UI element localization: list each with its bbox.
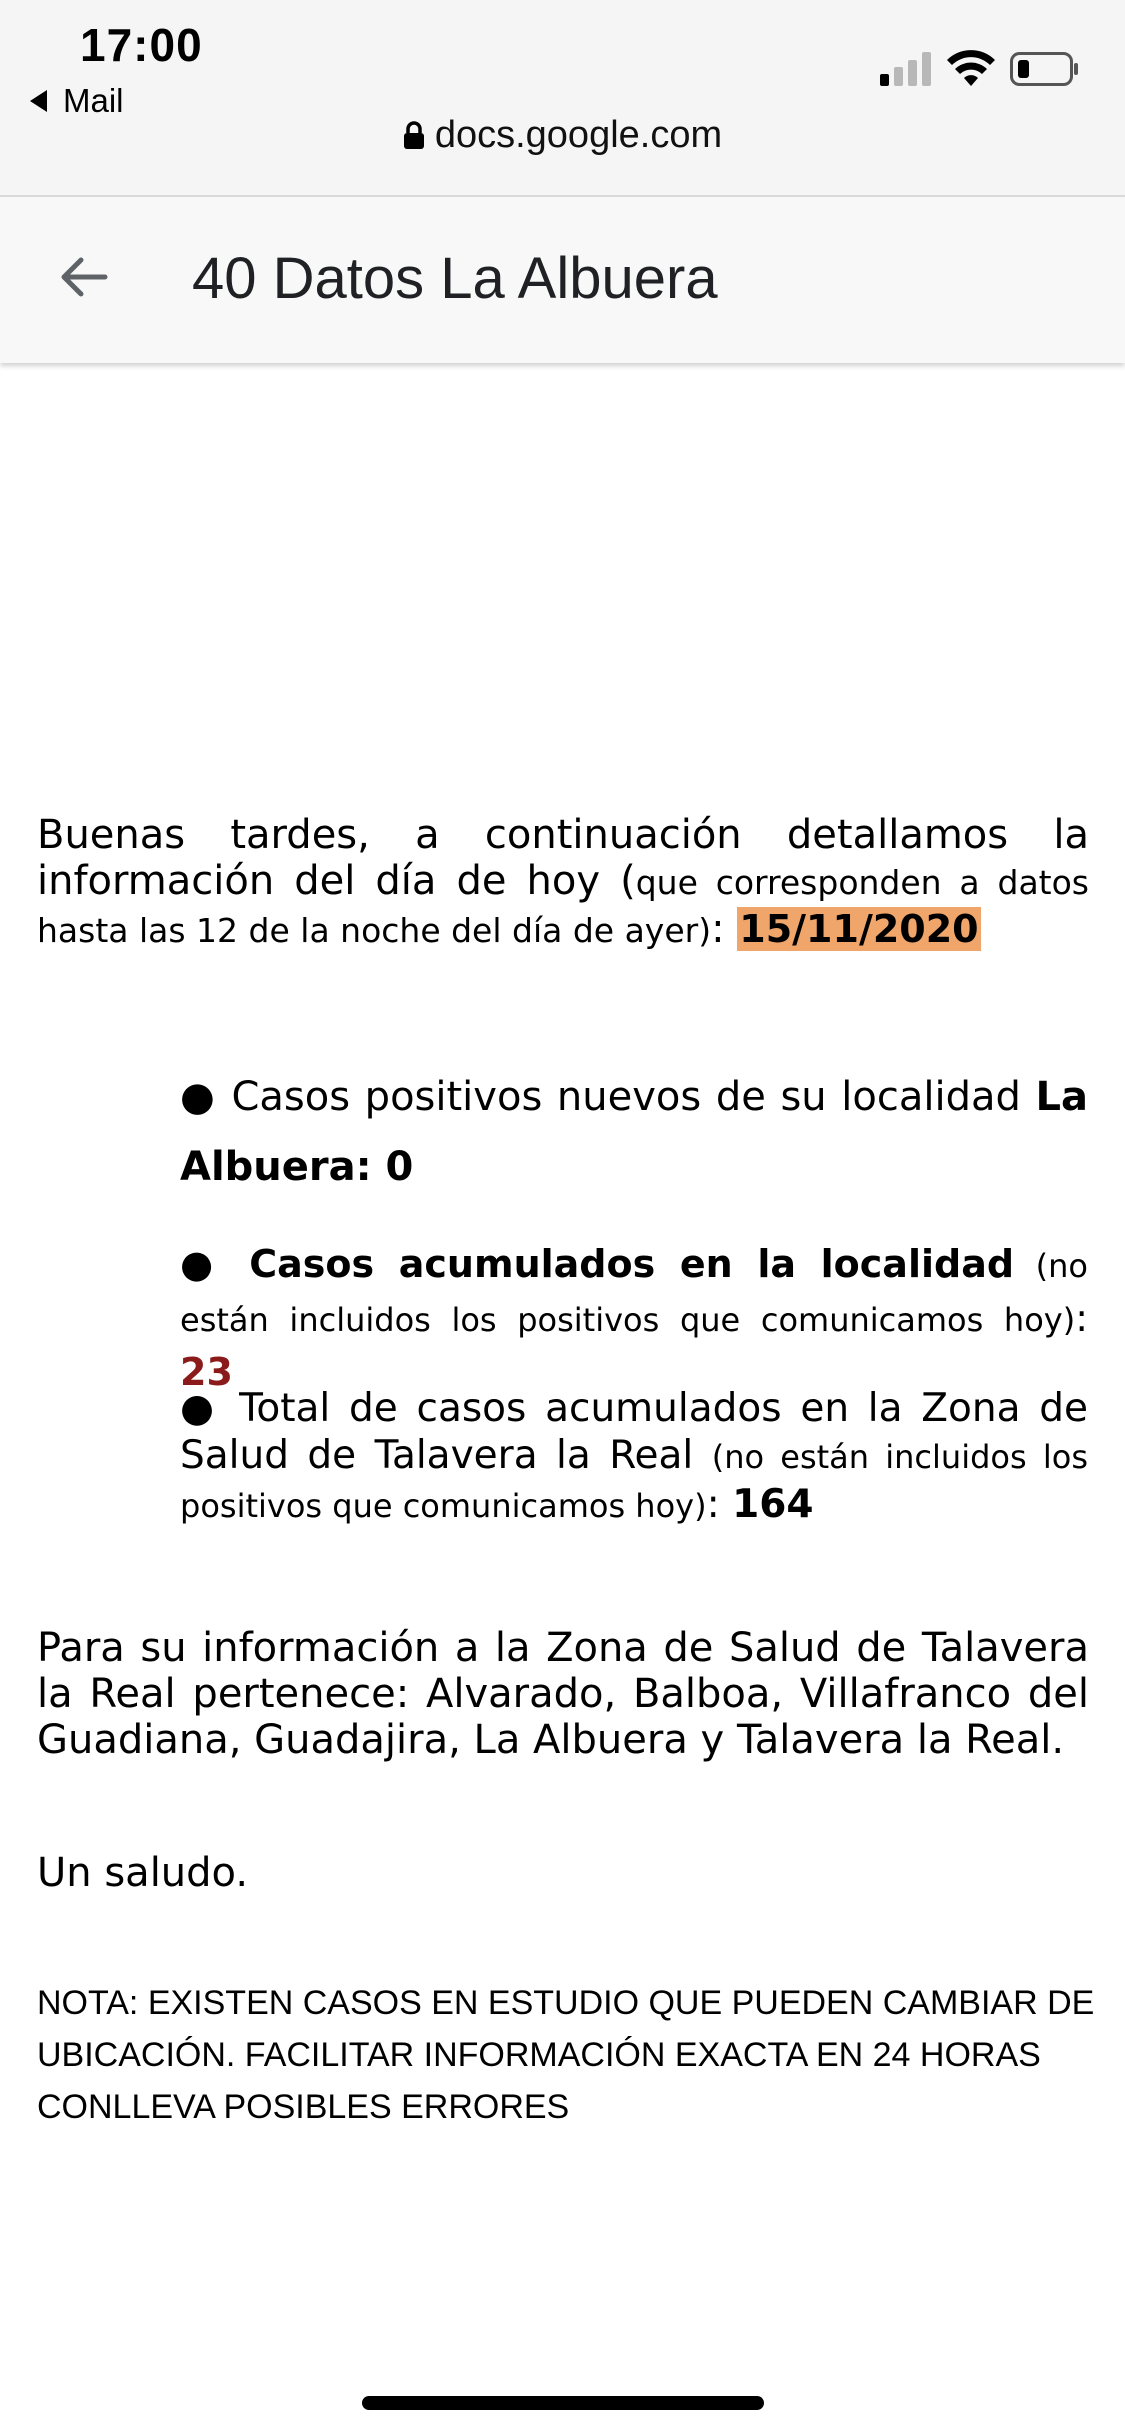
arrow-back-icon[interactable] <box>55 249 111 305</box>
bullet-accumulated-colon: : <box>1075 1296 1088 1340</box>
bullet-zone-text: Total de casos acumulados en la Zona de Salud de Talavera la Real <box>180 1386 1088 1478</box>
url-text: docs.google.com <box>434 114 723 156</box>
bullet-new-cases-value: La Albuera: 0 <box>180 1074 1089 1190</box>
back-triangle-icon <box>30 90 47 112</box>
doc-header <box>0 197 1125 363</box>
bullet-symbol: ● <box>180 1242 225 1286</box>
bullet-accumulated-local <box>180 1238 1088 1398</box>
zone-info-paragraph: Para su información a la Zona de Salud de Talavera la Real pertenece: Alvarado, Balboa, Villafranco del Guadiana, Guadajira, La Albuera y Talavera la Real. <box>37 1625 1089 1763</box>
bullet-accumulated-label: Casos acumulados en la localidad <box>224 1242 1015 1286</box>
bullet-accumulated-note: (no están incluidos los positivos que comunicamos hoy) <box>180 1247 1088 1339</box>
battery-icon <box>1010 52 1080 86</box>
document-title: 40 Datos La Albuera <box>192 246 718 311</box>
bullet-accumulated-value: 23 <box>180 1350 233 1394</box>
note-paragraph: NOTA: EXISTEN CASOS EN ESTUDIO QUE PUEDEN CAMBIAR DE UBICACIÓN. FACILITAR INFORMACIÓN EXACTA EN 24 HORAS CONLLEVA POSIBLES ERRORES <box>37 1984 1095 2126</box>
bullet-zone-colon: : <box>706 1482 733 1527</box>
greeting-text: Un saludo. <box>37 1850 249 1896</box>
bullet-zone-total <box>180 1385 1088 1530</box>
home-indicator[interactable] <box>362 2396 764 2410</box>
bullet-zone-note: (no están incluidos los positivos que comunicamos hoy) <box>180 1438 1089 1525</box>
bullet-zone-value: 164 <box>732 1482 814 1527</box>
bullet-symbol: ● <box>180 1074 217 1120</box>
bullet-new-cases <box>180 1062 1088 1202</box>
intro-colon: : <box>711 906 738 952</box>
bullet-new-cases-text: Casos positivos nuevos de su localidad <box>216 1074 1036 1120</box>
cellular-signal-icon <box>880 52 934 86</box>
wifi-icon <box>946 48 996 88</box>
intro-main-text: Buenas tardes, a continuación detallamos la información del día de hoy ( <box>37 812 1089 904</box>
back-app-label: Mail <box>63 82 124 119</box>
url-bar[interactable] <box>0 114 1125 157</box>
report-date: 15/11/2020 <box>739 907 979 951</box>
bullet-symbol: ● <box>180 1386 221 1431</box>
status-bar <box>0 0 1125 197</box>
intro-paragraph <box>37 812 1089 954</box>
intro-small-text: que corresponden a datos hasta las 12 de la noche del día de ayer) <box>37 863 1089 950</box>
lock-icon <box>403 120 425 150</box>
status-time: 17:00 <box>80 19 203 71</box>
